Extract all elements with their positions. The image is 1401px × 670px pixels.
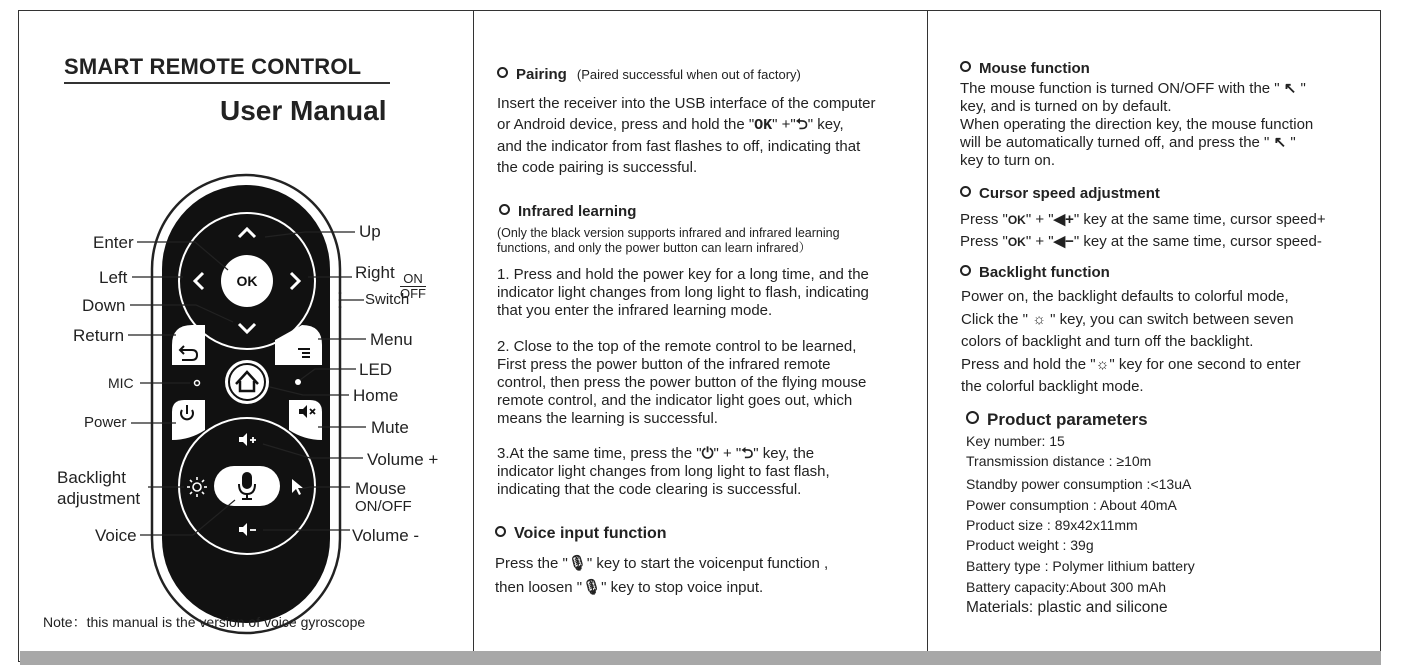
label-left: Left [99, 268, 128, 287]
section-backlight [960, 264, 1110, 281]
text-line: 1. Press and hold the power key for a long time, and the [497, 266, 869, 283]
bullet-icon [960, 265, 971, 276]
text-line: Press and hold the "☼" key for one second to enter [961, 355, 1301, 373]
remote-diagram [0, 0, 480, 650]
bullet-icon [497, 67, 508, 78]
label-mute: Mute [371, 418, 409, 437]
footnote: Note：this manual is the version of voice gyroscope [43, 614, 366, 630]
text-line: remote control, and the indicator light goes out, which [497, 392, 853, 409]
ok-label: OK [236, 273, 258, 289]
switch-on-off [400, 272, 426, 301]
label-power: Power [84, 414, 127, 431]
cursor-speed-text [960, 209, 1326, 253]
text-line: Press the "🎙" key to start the voicenput function , [495, 555, 829, 572]
mouse-title: Mouse function [979, 60, 1090, 77]
label-mouse-onoff: ON/OFF [355, 498, 412, 515]
return-icon: ⮌ [795, 116, 808, 133]
text-line: then loosen "🎙" key to stop voice input. [495, 579, 764, 596]
text-line: When operating the direction key, the mouse function [960, 116, 1314, 133]
voice-text [495, 552, 828, 600]
text-line: 2. Close to the top of the remote control to be learned, [497, 338, 857, 355]
cursor-speed-title: Cursor speed adjustment [979, 185, 1160, 202]
label-volume-plus: Volume + [367, 450, 439, 469]
param-row: Key number: 15 [966, 433, 1065, 449]
label-led: LED [359, 360, 393, 379]
infrared-step-3 [497, 445, 830, 499]
label-voice: Voice [95, 526, 137, 545]
text-line: or Android device, press and hold the "OK" +"⮌" key, [497, 116, 844, 134]
pairing-title: Pairing [516, 66, 567, 83]
text-line: that you enter the infrared learning mode. [497, 302, 773, 319]
voice-title: Voice input function [514, 525, 667, 542]
microphone-icon: 🎙 [567, 555, 587, 572]
ok-key-label: OK [754, 117, 773, 134]
param-row: Transmission distance : ≥10m [966, 453, 1152, 469]
infrared-step-1 [497, 266, 869, 320]
manual-subtitle: User Manual [220, 95, 387, 126]
infrared-title: Infrared learning [518, 203, 637, 220]
param-row: Battery type : Polymer lithium battery [966, 558, 1195, 574]
bullet-icon [495, 526, 506, 537]
text-line: and the indicator from fast flashes to off, indicating that [497, 138, 861, 155]
sun-icon: ☼ [1095, 355, 1110, 373]
text-line: functions, and only the power button can learn infrared） [497, 241, 812, 255]
label-backlight-2: adjustment [57, 489, 141, 508]
pairing-subtitle: (Paired successful when out of factory) [576, 67, 801, 82]
bullet-icon [966, 411, 979, 424]
param-row: Battery capacity:About 300 mAh [966, 579, 1166, 595]
text-line: will be automatically turned off, and press the " ↖ " [960, 134, 1296, 151]
text-line: the colorful backlight mode. [961, 378, 1144, 395]
section-params [966, 410, 1148, 430]
label-enter: Enter [93, 233, 134, 252]
label-switch: Switch [365, 291, 410, 308]
text-line: First press the power button of the infrared remote [497, 356, 831, 373]
cursor-icon: ↖ [1283, 80, 1297, 97]
infrared-step-2 [497, 338, 866, 428]
text-line: indicating that the code clearing is successful. [497, 481, 802, 498]
column-divider [927, 10, 928, 662]
backlight-title: Backlight function [979, 264, 1110, 281]
bullet-icon [960, 61, 971, 72]
ok-key-label: OK [1007, 213, 1026, 227]
power-icon: ⏻ [701, 445, 714, 462]
section-mouse [960, 60, 1090, 77]
text-line: colors of backlight and turn off the backlight. [961, 333, 1254, 350]
params-title: Product parameters [987, 410, 1148, 429]
param-row: Product weight : 39g [966, 537, 1094, 553]
section-cursor-speed [960, 185, 1160, 202]
section-voice [495, 525, 667, 543]
label-volume-minus: Volume - [352, 526, 420, 545]
text-line: Click the " ☼ " key, you can switch between seven [961, 310, 1294, 328]
section-pairing [497, 66, 801, 83]
text-line: (Only the black version supports infrared and infrared learning [497, 226, 840, 240]
text-line: Press "OK" + "◀+" key at the same time, cursor speed+ [960, 211, 1326, 228]
mouse-text [960, 80, 1313, 170]
text-line: indicator light changes from long light to fast flash, [497, 463, 830, 480]
param-row: Product size : 89x42x11mm [966, 517, 1138, 533]
volume-down-icon: ◀− [1053, 233, 1074, 250]
text-line: The mouse function is turned ON/OFF with the " ↖ " [960, 80, 1306, 97]
switch-on-label: ON [400, 272, 426, 287]
param-row: Standby power consumption :<13uA [966, 476, 1192, 492]
label-right: Right [355, 263, 395, 282]
bullet-icon [499, 204, 510, 215]
manual-title: SMART REMOTE CONTROL [64, 54, 362, 79]
pairing-text [497, 93, 876, 178]
bottom-bar [20, 651, 1381, 665]
label-up: Up [359, 222, 381, 241]
label-mic: MIC [108, 375, 134, 391]
label-menu: Menu [370, 330, 413, 349]
text-line: means the learning is successful. [497, 410, 718, 427]
param-row: Materials: plastic and silicone [966, 599, 1168, 616]
text-line: Press "OK" + "◀−" key at the same time, cursor speed- [960, 233, 1322, 250]
cursor-icon: ↖ [1273, 134, 1287, 151]
text-line: the code pairing is successful. [497, 159, 698, 176]
text-line: key to turn on. [960, 152, 1056, 169]
text-line: Insert the receiver into the USB interface of the computer [497, 95, 876, 112]
backlight-text [961, 286, 1301, 399]
text-line: indicator light changes from long light to flash, indicating [497, 284, 869, 301]
label-backlight: Backlight [57, 468, 126, 487]
sun-icon: ☼ [1032, 310, 1046, 328]
microphone-icon: 🎙 [582, 579, 602, 596]
bullet-icon [960, 186, 971, 197]
label-return: Return [73, 326, 125, 345]
text-line: 3.At the same time, press the "⏻" + "⮌" key, the [497, 445, 815, 462]
param-row: Power consumption : About 40mA [966, 497, 1177, 513]
label-mouse: Mouse [355, 479, 407, 498]
switch-off-label: OFF [400, 286, 426, 301]
return-icon: ⮌ [741, 445, 754, 462]
section-infrared [499, 203, 636, 220]
label-home: Home [353, 386, 399, 405]
text-line: control, then press the power button of the flying mouse [497, 374, 867, 391]
ok-key-label: OK [1007, 235, 1026, 249]
infrared-note [497, 226, 840, 256]
text-line: Power on, the backlight defaults to colorful mode, [961, 288, 1289, 305]
label-down: Down [82, 296, 126, 315]
volume-up-icon: ◀+ [1053, 211, 1074, 228]
text-line: key, and is turned on by default. [960, 98, 1172, 115]
